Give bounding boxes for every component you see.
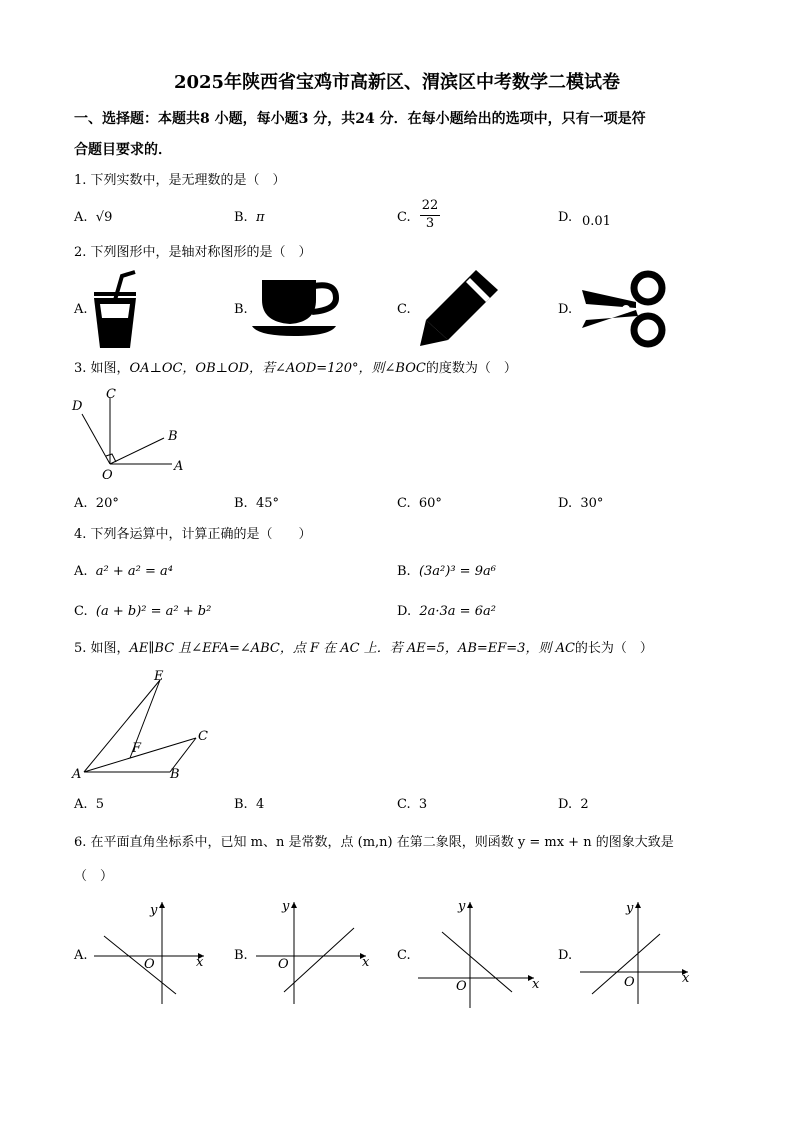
q4-option-d[interactable]: D. 2a·3a = 6a²	[397, 604, 496, 619]
q1-option-d-text: 0.01	[582, 214, 611, 229]
q5-option-d[interactable]: D. 2	[558, 797, 589, 812]
label-d: D	[72, 399, 83, 414]
scissors-icon	[578, 268, 670, 350]
q6-option-a[interactable]: A.	[74, 948, 88, 963]
graph-c	[416, 898, 546, 1010]
q6-option-b[interactable]: B.	[234, 948, 248, 963]
q4-option-a[interactable]: A. a² + a² = a⁴	[74, 564, 173, 579]
graph-d-origin: O	[624, 975, 635, 990]
label-o: O	[102, 468, 113, 483]
q1-option-b-text: π	[255, 210, 265, 225]
label-a: A	[174, 459, 184, 474]
label-c: C	[106, 387, 116, 402]
page-title: 2025年陕西省宝鸡市高新区、渭滨区中考数学二模试卷	[173, 72, 621, 93]
q5-option-a[interactable]: A. 5	[74, 797, 105, 812]
label-c2: C	[198, 729, 208, 744]
graph-a-y: y	[150, 903, 158, 918]
q4-option-c[interactable]: C. (a + b)² = a² + b²	[74, 604, 212, 619]
graph-a-origin: O	[144, 957, 155, 972]
q3-option-a[interactable]: A. 20°	[74, 496, 119, 511]
drink-cup-icon	[90, 268, 140, 350]
label-b: B	[168, 429, 178, 444]
q2-option-c[interactable]: C.	[397, 302, 411, 317]
label-b2: B	[170, 767, 180, 782]
q2-option-a[interactable]: A.	[74, 302, 88, 317]
question-5-stem: 5. 如图，AE∥BC 且∠EFA=∠ABC，点 F 在 AC 上．若 AE=5，AB=EF=3，则 AC的长为（ ）	[74, 641, 653, 656]
question-6-stem-cont: （ ）	[74, 869, 114, 884]
q3-option-d[interactable]: D. 30°	[558, 496, 604, 511]
question-2-stem: 2. 下列图形中，是轴对称图形的是（ ）	[74, 245, 312, 260]
graph-a-x: x	[196, 955, 204, 970]
q1-option-c[interactable]: C.	[397, 210, 411, 225]
q2-option-b[interactable]: B.	[234, 302, 248, 317]
graph-a	[92, 898, 212, 1006]
angle-figure	[72, 386, 192, 482]
graph-c-y: y	[458, 899, 466, 914]
graph-b-x: x	[362, 955, 370, 970]
question-3-stem: 3. 如图，OA⊥OC，OB⊥OD，若∠AOD=120°，则∠BOC的度数为（ ）	[74, 361, 517, 376]
section-heading: 一、选择题：本题共8 小题，每小题3 分，共24 分．在每小题给出的选项中，只有一项是符	[74, 111, 646, 127]
label-f: F	[132, 741, 142, 756]
graph-b-origin: O	[278, 957, 289, 972]
q4-option-b[interactable]: B. (3a²)³ = 9a⁶	[397, 564, 496, 579]
graph-d-x: x	[682, 971, 690, 986]
q3-option-b[interactable]: B. 45°	[234, 496, 279, 511]
label-a2: A	[72, 767, 82, 782]
triangle-figure	[70, 668, 220, 784]
q1-option-d[interactable]: D.	[558, 210, 573, 225]
graph-c-origin: O	[456, 979, 467, 994]
section-heading-cont: 合题目要求的．	[74, 142, 172, 158]
q5-option-c[interactable]: C. 3	[397, 797, 428, 812]
q2-option-d[interactable]: D.	[558, 302, 573, 317]
graph-d-y: y	[626, 901, 634, 916]
q1-option-b[interactable]: B. π	[234, 210, 265, 225]
q6-option-d[interactable]: D.	[558, 948, 573, 963]
graph-b-y: y	[282, 899, 290, 914]
q6-option-c[interactable]: C.	[397, 948, 411, 963]
question-6-stem: 6. 在平面直角坐标系中，已知 m、n 是常数，点 (m,n) 在第二象限，则函数 y = mx + n 的图象大致是	[74, 835, 674, 850]
q5-option-b[interactable]: B. 4	[234, 797, 265, 812]
graph-b	[254, 898, 374, 1006]
pencil-icon	[418, 268, 502, 348]
q3-option-c[interactable]: C. 60°	[397, 496, 442, 511]
coffee-cup-icon	[250, 278, 342, 338]
q1-fraction: 22 3	[421, 198, 439, 231]
label-e: E	[154, 669, 164, 684]
graph-d	[578, 898, 698, 1006]
question-1-stem: 1. 下列实数中，是无理数的是（ ）	[74, 173, 286, 188]
graph-c-x: x	[532, 977, 540, 992]
q1-option-a-text: √9	[95, 210, 113, 225]
q1-option-a[interactable]: A. √9	[74, 210, 113, 225]
question-4-stem: 4. 下列各运算中，计算正确的是（ ）	[74, 527, 312, 542]
